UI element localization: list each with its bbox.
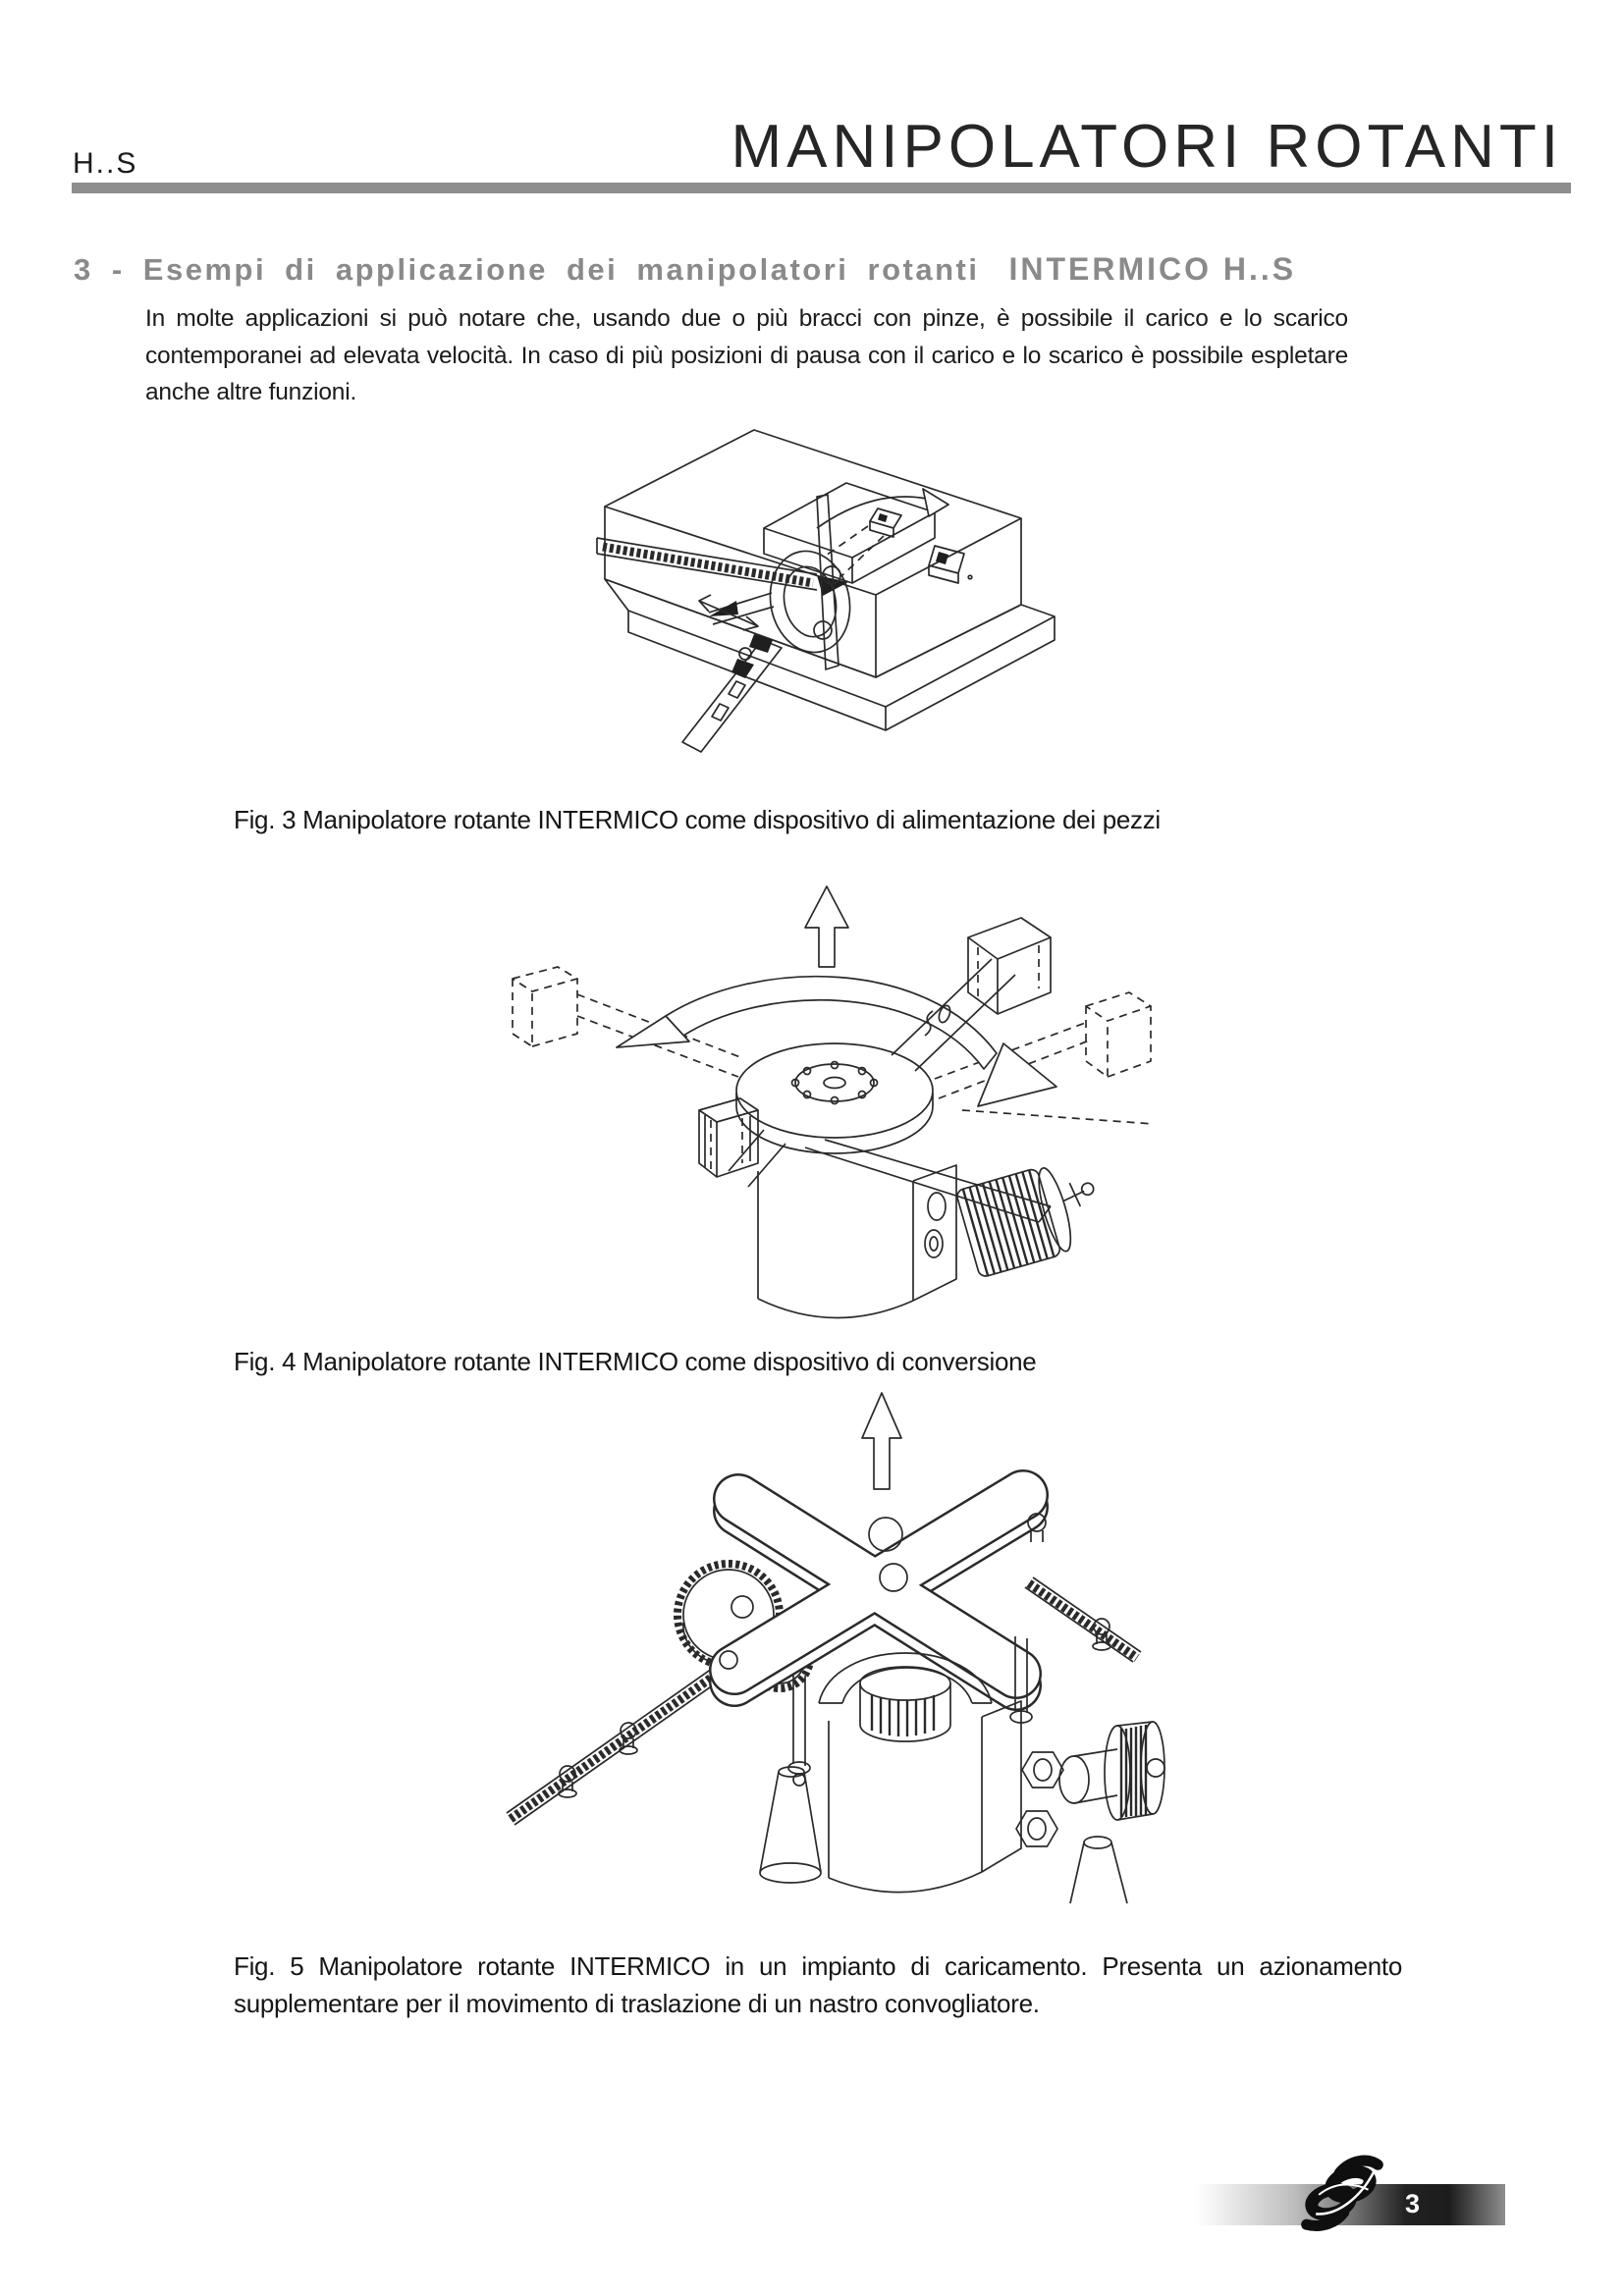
figure-4-caption: Fig. 4 Manipolatore rotante INTERMICO come dispositivo di conversione <box>234 1347 1037 1376</box>
figure-5-drawing <box>481 1379 1168 1904</box>
model-code: H..S <box>73 147 138 180</box>
figure-5-caption: Fig. 5 Manipolatore rotante INTERMICO in un impianto di caricamento. Presenta un azionamento supplementare per il movimento di traslazione di un nastro convogliatore. <box>234 1951 1402 2018</box>
intro-paragraph: In molte applicazioni si può notare che, usando due o più bracci con pinze, è possibile il carico e lo scarico contemporanei ad elevata velocità. In caso di più posizioni di pausa con il carico e lo scarico è possibile espletare anche altre funzioni. <box>145 305 1348 405</box>
page-number: 3 <box>1405 2189 1422 2218</box>
section-heading <box>74 251 1296 288</box>
section-heading-product: INTERMICO H..S <box>1008 251 1297 287</box>
brand-knot-logo-icon <box>1289 2155 1393 2235</box>
figure-4-drawing <box>501 877 1154 1333</box>
section-heading-text: 3 - Esempi di applicazione dei manipolatori rotanti <box>74 252 980 287</box>
figure-3-drawing <box>589 420 1060 774</box>
figure-3-caption: Fig. 3 Manipolatore rotante INTERMICO come dispositivo di alimentazione dei pezzi <box>234 805 1161 834</box>
page-title: MANIPOLATORI ROTANTI <box>731 113 1563 181</box>
header-rule <box>72 183 1571 193</box>
